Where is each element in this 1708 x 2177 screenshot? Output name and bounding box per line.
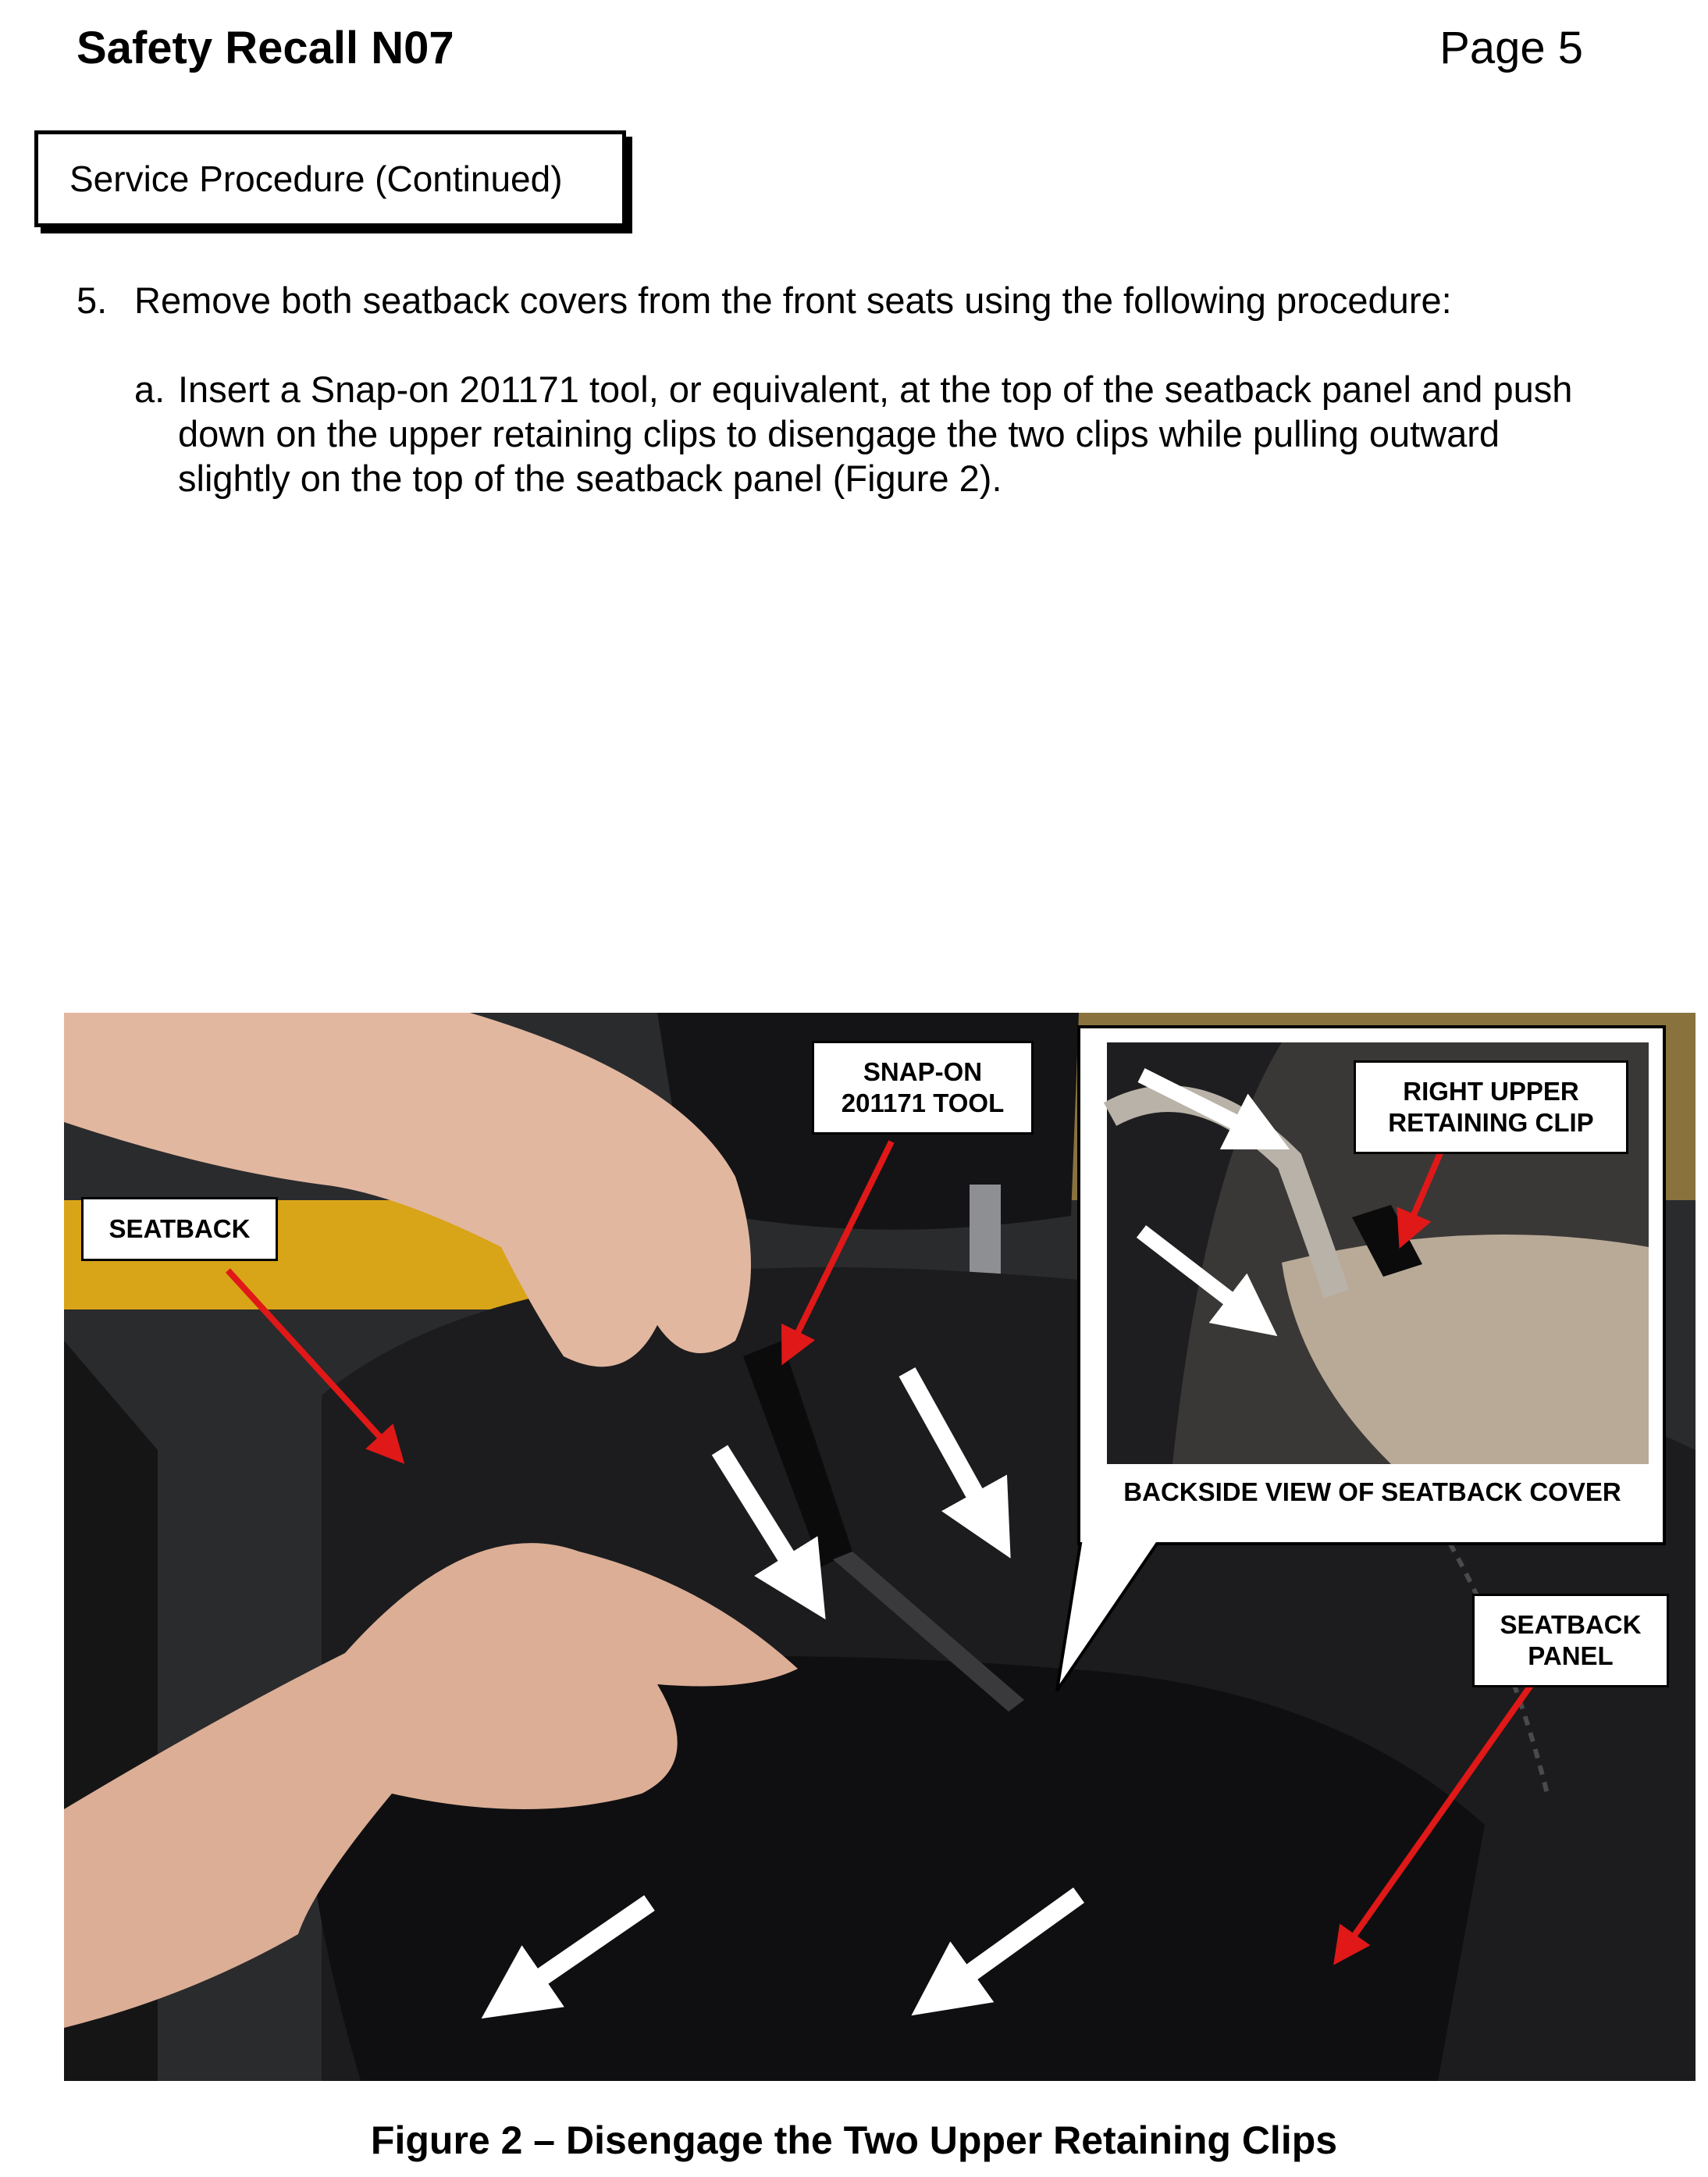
page-number: Page 5	[1439, 23, 1583, 73]
photo-illustration	[64, 1013, 1696, 2081]
figure-2-photo	[64, 1013, 1696, 2081]
substep-line: Insert a Snap-on 201171 tool, or equivalent, at the top of the seatback panel and push	[178, 369, 1573, 410]
section-heading: Service Procedure (Continued)	[69, 159, 563, 199]
substep-letter: a.	[134, 369, 165, 410]
substep-line: slightly on the top of the seatback panel (Figure 2).	[178, 458, 1002, 499]
substep-text	[178, 367, 1661, 501]
snap-on-tool-label	[812, 1041, 1034, 1135]
step-number: 5.	[77, 280, 108, 321]
tool-label-line: SNAP-ON	[863, 1057, 983, 1086]
headrest-post	[970, 1185, 1001, 1278]
seatback-label: SEATBACK	[81, 1197, 278, 1261]
seatback-panel-label	[1472, 1594, 1669, 1687]
figure-caption: Figure 2 – Disengage the Two Upper Retaining Clips	[370, 2118, 1338, 2162]
clip-label-line: RETAINING CLIP	[1388, 1108, 1594, 1137]
recall-title: Safety Recall N07	[77, 23, 454, 73]
section-heading-box	[34, 130, 626, 227]
right-upper-retaining-clip-label	[1354, 1060, 1628, 1154]
substep-line: down on the upper retaining clips to disengage the two clips while pulling outward	[178, 413, 1500, 454]
clip-label-line: RIGHT UPPER	[1403, 1077, 1579, 1106]
panel-label-line: PANEL	[1528, 1641, 1614, 1670]
step-text: Remove both seatback covers from the front seats using the following procedure:	[134, 280, 1452, 321]
panel-label-line: SEATBACK	[1500, 1610, 1642, 1639]
inset-caption: BACKSIDE VIEW OF SEATBACK COVER	[1123, 1477, 1621, 1506]
tool-label-line: 201171 TOOL	[841, 1088, 1005, 1117]
